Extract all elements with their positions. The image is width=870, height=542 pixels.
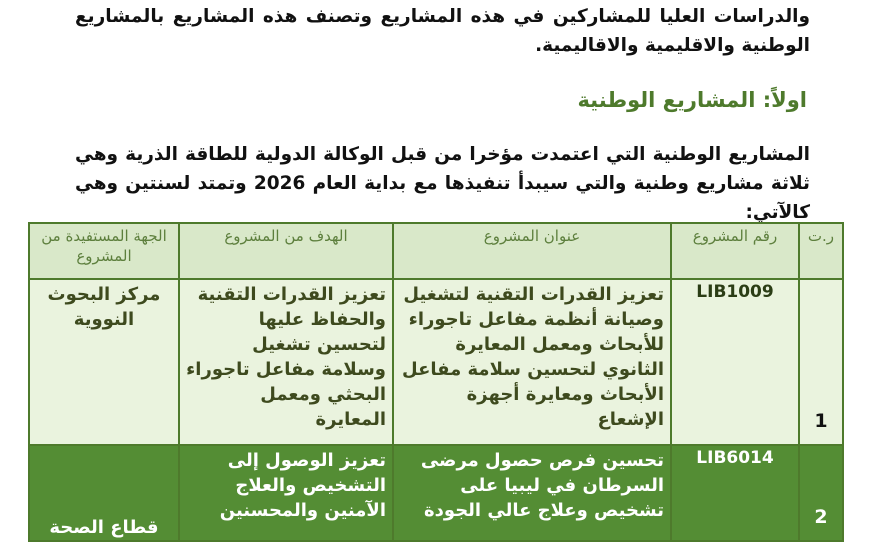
- header-beneficiary: الجهة المستفيدة من المشروع: [29, 223, 179, 279]
- project-title-cell: [393, 279, 671, 445]
- project-title-cell: [393, 445, 671, 541]
- header-project-number: رقم المشروع: [671, 223, 799, 279]
- table-row: [29, 279, 843, 445]
- project-number: LIB6014: [696, 448, 774, 468]
- table-row: [29, 445, 843, 541]
- beneficiary-cell: [29, 445, 179, 541]
- row-index-cell: [799, 445, 843, 541]
- header-project-title: عنوان المشروع: [393, 223, 671, 279]
- project-goal-cell: [179, 445, 393, 541]
- project-goal: تعزيز القدرات التقنية والحفاظ عليها لتحسين تشغيل وسلامة مفاعل تاجوراء البحثي ومعمل المعايرة: [186, 284, 386, 430]
- projects-table: [28, 222, 844, 542]
- intro-paragraph: والدراسات العليا للمشاركين في هذه المشاريع وتصنف هذه المشاريع بالمشاريع الوطنية والاقليمية والاقاليمية.: [75, 6, 810, 56]
- project-number-cell: [671, 445, 799, 541]
- project-title: تحسين فرص حصول مرضى السرطان في ليبيا على تشخيص وعلاج عالي الجودة: [420, 450, 664, 521]
- section-heading: اولاً: المشاريع الوطنية: [577, 88, 807, 112]
- project-goal: تعزيز الوصول إلى التشخيص والعلاج الآمنين والمحسنين: [219, 450, 386, 521]
- project-number: LIB1009: [696, 282, 774, 302]
- beneficiary: مركز البحوث النووية: [47, 284, 161, 330]
- row-index: 1: [814, 410, 828, 432]
- body-paragraph: المشاريع الوطنية التي اعتمدت مؤخرا من قبل الوكالة الدولية للطاقة الذرية وهي ثلاثة مشاريع وطنية والتي سيبدأ تنفيذها مع بداية العام 2026 وتمتد لسنتين وهي كالآتي:: [75, 144, 810, 223]
- header-index: ر.ت: [799, 223, 843, 279]
- row-index-cell: [799, 279, 843, 445]
- project-goal-cell: [179, 279, 393, 445]
- table-header-row: [29, 223, 843, 279]
- project-title: تعزيز القدرات التقنية لتشغيل وصيانة أنظمة مفاعل تاجوراء للأبحاث ومعمل المعايرة الثانوي لتحسين سلامة مفاعل الأبحاث ومعايرة أجهزة الإشعاع: [402, 284, 664, 430]
- row-index: 2: [814, 506, 828, 528]
- beneficiary: قطاع الصحة: [49, 517, 159, 538]
- beneficiary-cell: [29, 279, 179, 445]
- project-number-cell: [671, 279, 799, 445]
- header-project-goal: الهدف من المشروع: [179, 223, 393, 279]
